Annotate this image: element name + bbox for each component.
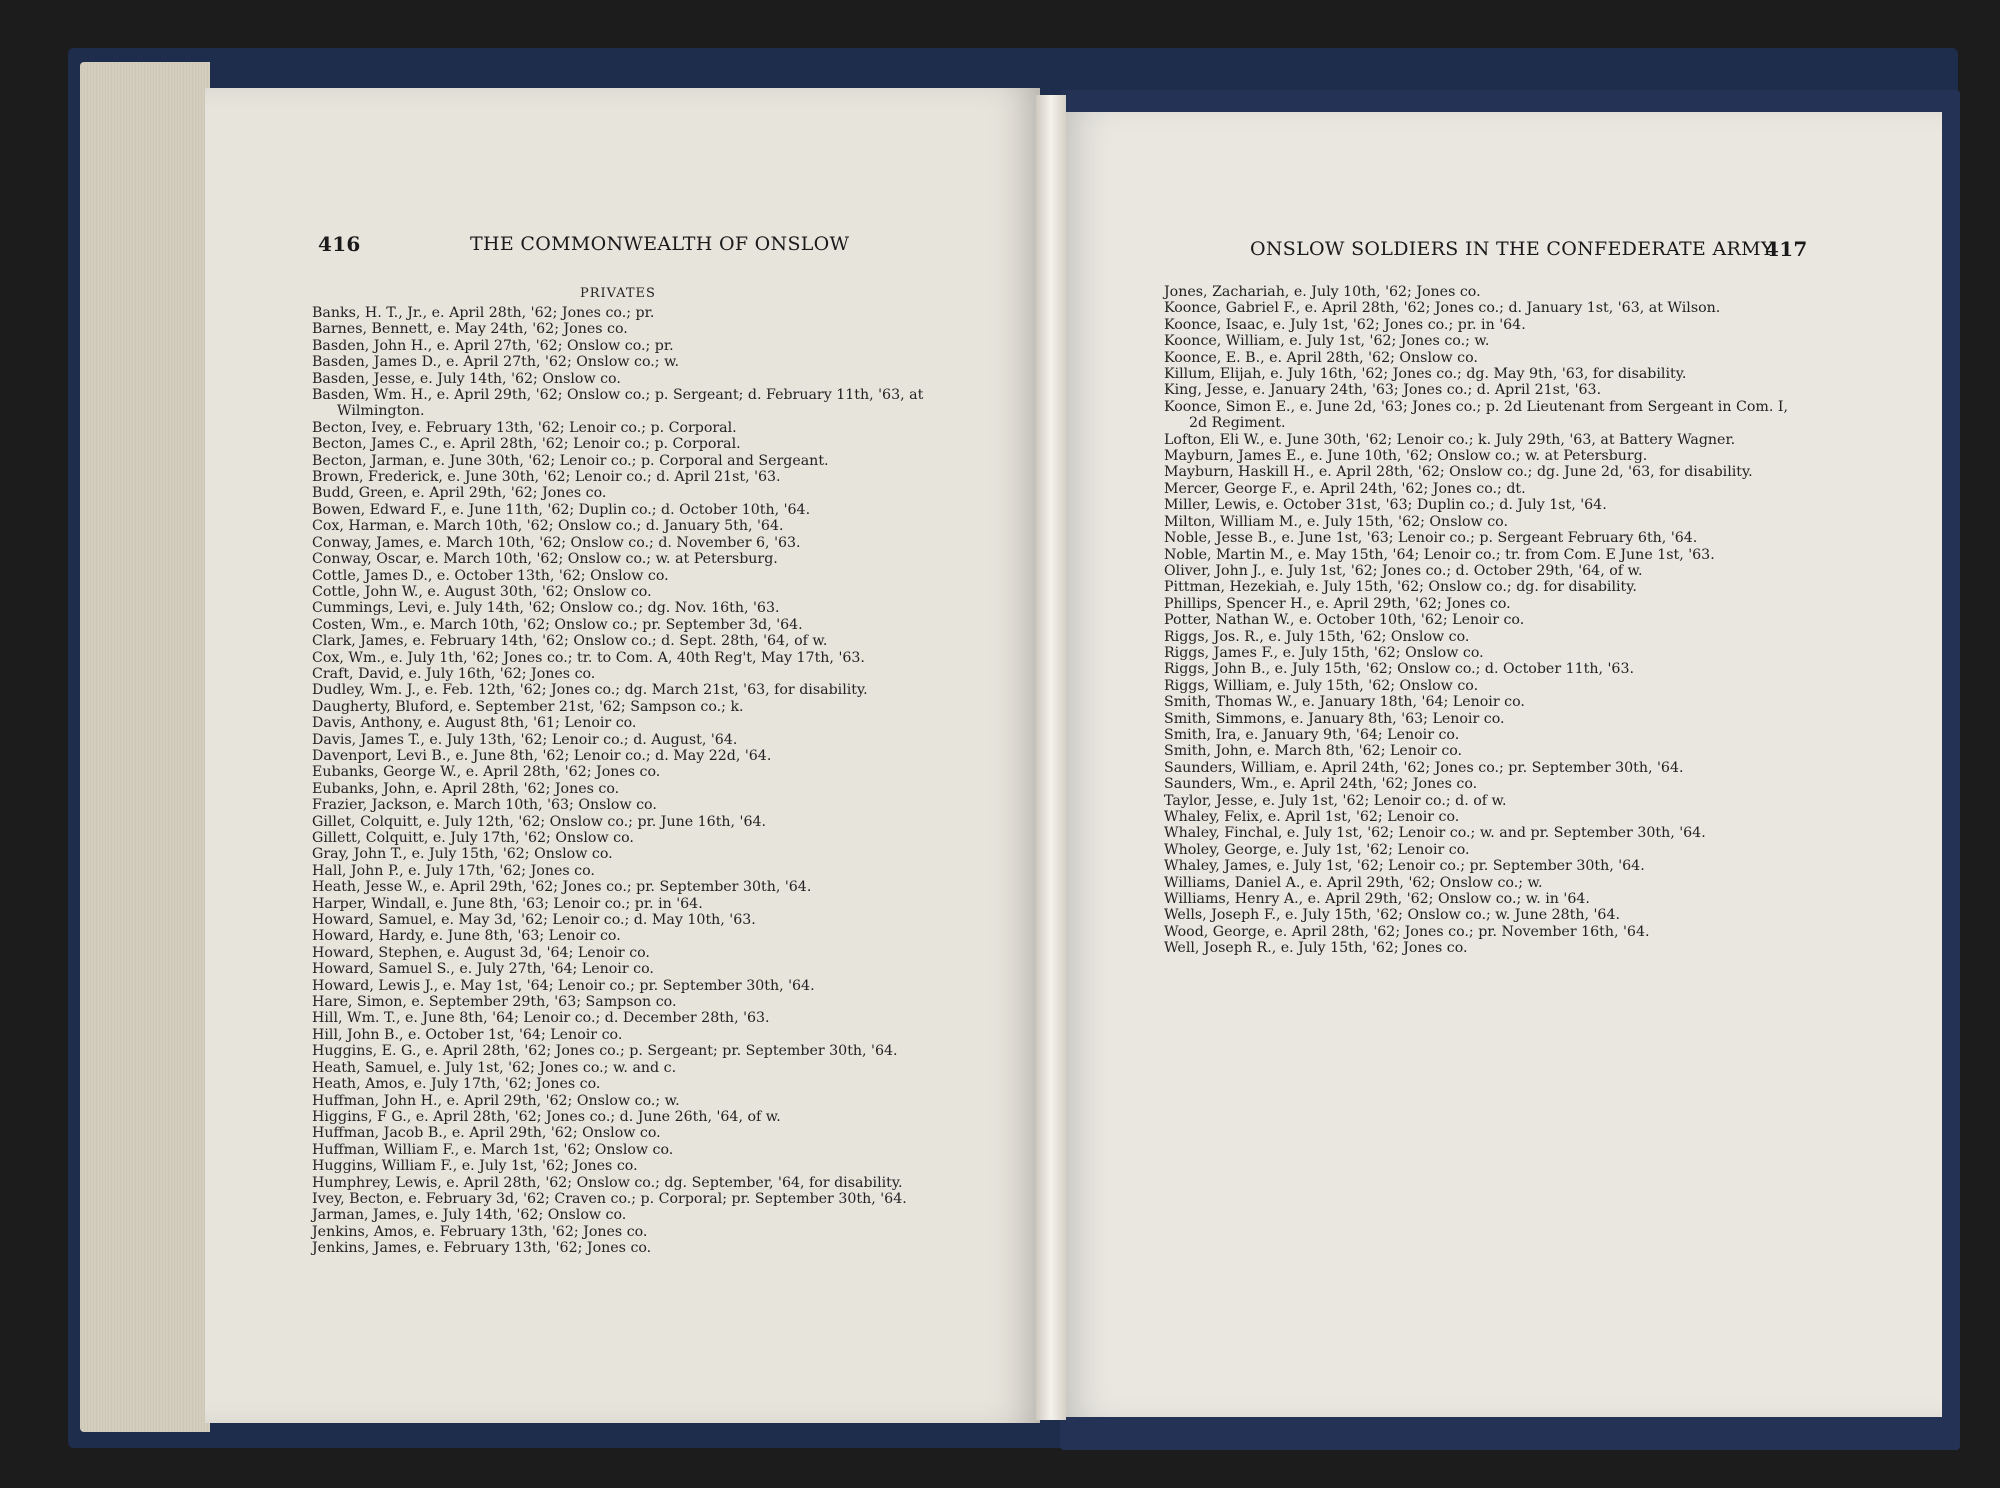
list-item: Wells, Joseph F., e. July 15th, '62; Onslow co.; w. June 28th, '64. — [1164, 907, 1620, 924]
book-gutter — [1036, 95, 1066, 1420]
list-item: Becton, James C., e. April 28th, '62; Lenoir co.; p. Corporal. — [312, 436, 741, 453]
list-item: Smith, Simmons, e. January 8th, '63; Lenoir co. — [1164, 710, 1505, 727]
list-item: Davis, Anthony, e. August 8th, '61; Lenoir co. — [312, 715, 637, 732]
list-item: Phillips, Spencer H., e. April 29th, '62; Jones co. — [1164, 595, 1511, 612]
list-item: Heath, Samuel, e. July 1st, '62; Jones co.; w. and c. — [312, 1059, 677, 1076]
list-item: Milton, William M., e. July 15th, '62; Onslow co. — [1164, 513, 1508, 530]
list-item: Craft, David, e. July 16th, '62; Jones co. — [312, 665, 596, 682]
list-item: Cummings, Levi, e. July 14th, '62; Onslow co.; dg. Nov. 16th, '63. — [312, 600, 780, 617]
list-item: Huggins, William F., e. July 1st, '62; Jones co. — [312, 1158, 638, 1175]
list-item: Riggs, William, e. July 15th, '62; Onslow co. — [1164, 677, 1479, 694]
list-item: Potter, Nathan W., e. October 10th, '62; Lenoir co. — [1164, 612, 1525, 629]
list-item: Higgins, F G., e. April 28th, '62; Jones co.; d. June 26th, '64, of w. — [312, 1108, 781, 1125]
list-item: Whaley, Finchal, e. July 1st, '62; Lenoir co.; w. and pr. September 30th, '64. — [1164, 825, 1706, 842]
list-item: Ivey, Becton, e. February 3d, '62; Craven co.; p. Corporal; pr. September 30th, '64. — [312, 1190, 907, 1207]
list-item: Bowen, Edward F., e. June 11th, '62; Duplin co.; d. October 10th, '64. — [312, 501, 811, 518]
list-item: Heath, Amos, e. July 17th, '62; Jones co. — [312, 1076, 601, 1093]
list-item: Riggs, James F., e. July 15th, '62; Onslow co. — [1164, 644, 1484, 661]
list-item: Jones, Zachariah, e. July 10th, '62; Jones co. — [1164, 284, 1481, 300]
section-title-privates: PRIVATES — [580, 286, 656, 301]
list-item: Riggs, John B., e. July 15th, '62; Onslow co.; d. October 11th, '63. — [1164, 661, 1634, 678]
list-item: Budd, Green, e. April 29th, '62; Jones co. — [312, 485, 607, 502]
list-item: Howard, Hardy, e. June 8th, '63; Lenoir co. — [312, 928, 621, 945]
list-item: Heath, Jesse W., e. April 29th, '62; Jones co.; pr. September 30th, '64. — [312, 879, 812, 896]
list-item: Gillett, Colquitt, e. July 17th, '62; Onslow co. — [312, 830, 634, 846]
list-item: Mayburn, Haskill H., e. April 28th, '62; Onslow co.; dg. June 2d, '63, for disability. — [1164, 464, 1753, 481]
list-item: Cottle, John W., e. August 30th, '62; Onslow co. — [312, 583, 652, 600]
list-item: Well, Joseph R., e. July 15th, '62; Jones co. — [1164, 940, 1468, 957]
list-item: Cox, Wm., e. July 1th, '62; Jones co.; tr. to Com. A, 40th Reg't, May 17th, '63. — [312, 649, 865, 666]
list-item: Howard, Samuel, e. May 3d, '62; Lenoir co.; d. May 10th, '63. — [312, 912, 756, 929]
list-item: Hill, John B., e. October 1st, '64; Lenoir co. — [312, 1026, 623, 1043]
list-item: Becton, Ivey, e. February 13th, '62; Lenoir co.; p. Corporal. — [312, 419, 737, 436]
list-item: Basden, Wm. H., e. April 29th, '62; Onslow co.; p. Sergeant; d. February 11th, '63, at Wilmington. — [312, 387, 924, 420]
left-entries-list — [312, 305, 952, 1257]
list-item: Davis, James T., e. July 13th, '62; Lenoir co.; d. August, '64. — [312, 731, 738, 748]
page-edges — [80, 62, 210, 1432]
list-item: Hare, Simon, e. September 29th, '63; Sampson co. — [312, 994, 677, 1011]
list-item: King, Jesse, e. January 24th, '63; Jones co.; d. April 21st, '63. — [1164, 382, 1602, 399]
list-item: Taylor, Jesse, e. July 1st, '62; Lenoir co.; d. of w. — [1164, 792, 1507, 809]
list-item: Smith, Thomas W., e. January 18th, '64; Lenoir co. — [1164, 694, 1525, 711]
list-item: Hill, Wm. T., e. June 8th, '64; Lenoir co.; d. December 28th, '63. — [312, 1010, 770, 1027]
list-item: Saunders, William, e. April 24th, '62; Jones co.; pr. September 30th, '64. — [1164, 759, 1684, 776]
list-item: Hall, John P., e. July 17th, '62; Jones co. — [312, 862, 595, 879]
list-item: Basden, James D., e. April 27th, '62; Onslow co.; w. — [312, 354, 680, 371]
list-item: Banks, H. T., Jr., e. April 28th, '62; Jones co.; pr. — [312, 305, 655, 321]
list-item: Koonce, Simon E., e. June 2d, '63; Jones co.; p. 2d Lieutenant from Sergeant in Com. I, 2d Regiment. — [1164, 398, 1788, 432]
list-item: Dudley, Wm. J., e. Feb. 12th, '62; Jones co.; dg. March 21st, '63, for disability. — [312, 682, 868, 699]
list-item: Smith, John, e. March 8th, '62; Lenoir co. — [1164, 743, 1463, 760]
list-item: Daugherty, Bluford, e. September 21st, '62; Sampson co.; k. — [312, 698, 744, 715]
list-item: Cox, Harman, e. March 10th, '62; Onslow co.; d. January 5th, '64. — [312, 518, 784, 535]
list-item: Huffman, Jacob B., e. April 29th, '62; Onslow co. — [312, 1125, 661, 1142]
list-item: Conway, James, e. March 10th, '62; Onslow co.; d. November 6, '63. — [312, 534, 801, 551]
list-item: Wholey, George, e. July 1st, '62; Lenoir co. — [1164, 841, 1470, 858]
list-item: Riggs, Jos. R., e. July 15th, '62; Onslow co. — [1164, 628, 1470, 645]
list-item: Miller, Lewis, e. October 31st, '63; Duplin co.; d. July 1st, '64. — [1164, 497, 1607, 514]
list-item: Harper, Windall, e. June 8th, '63; Lenoir co.; pr. in '64. — [312, 895, 703, 912]
list-item: Gray, John T., e. July 15th, '62; Onslow co. — [312, 846, 613, 863]
list-item: Koonce, Isaac, e. July 1st, '62; Jones co.; pr. in '64. — [1164, 316, 1526, 333]
list-item: Whaley, James, e. July 1st, '62; Lenoir co.; pr. September 30th, '64. — [1164, 858, 1645, 875]
list-item: Huggins, E. G., e. April 28th, '62; Jones co.; p. Sergeant; pr. September 30th, '64. — [312, 1043, 898, 1060]
list-item: Mercer, George F., e. April 24th, '62; Jones co.; dt. — [1164, 480, 1526, 497]
list-item: Cottle, James D., e. October 13th, '62; Onslow co. — [312, 567, 669, 584]
list-item: Gillet, Colquitt, e. July 12th, '62; Onslow co.; pr. June 16th, '64. — [312, 813, 767, 830]
right-running-head: ONSLOW SOLDIERS IN THE CONFEDERATE ARMY — [1250, 238, 1774, 260]
list-item: Basden, John H., e. April 27th, '62; Onslow co.; pr. — [312, 337, 674, 354]
list-item: Killum, Elijah, e. July 16th, '62; Jones co.; dg. May 9th, '63, for disability. — [1164, 366, 1687, 383]
list-item: Noble, Jesse B., e. June 1st, '63; Lenoir co.; p. Sergeant February 6th, '64. — [1164, 530, 1698, 547]
list-item: Howard, Samuel S., e. July 27th, '64; Lenoir co. — [312, 961, 654, 978]
list-item: Howard, Lewis J., e. May 1st, '64; Lenoir co.; pr. September 30th, '64. — [312, 977, 815, 994]
list-item: Basden, Jesse, e. July 14th, '62; Onslow co. — [312, 370, 621, 387]
list-item: Eubanks, John, e. April 28th, '62; Jones co. — [312, 780, 620, 797]
list-item: Smith, Ira, e. January 9th, '64; Lenoir co. — [1164, 726, 1460, 743]
list-item: Williams, Henry A., e. April 29th, '62; Onslow co.; w. in '64. — [1164, 891, 1590, 908]
list-item: Whaley, Felix, e. April 1st, '62; Lenoir co. — [1164, 809, 1460, 825]
list-item: Oliver, John J., e. July 1st, '62; Jones co.; d. October 29th, '64, of w. — [1164, 562, 1643, 579]
left-page-number: 416 — [318, 232, 361, 256]
list-item: Mayburn, James E., e. June 10th, '62; Onslow co.; w. at Petersburg. — [1164, 448, 1648, 465]
left-running-head: THE COMMONWEALTH OF ONSLOW — [470, 233, 850, 255]
list-item: Jenkins, Amos, e. February 13th, '62; Jones co. — [312, 1223, 648, 1240]
list-item: Humphrey, Lewis, e. April 28th, '62; Onslow co.; dg. September, '64, for disability. — [312, 1174, 903, 1191]
list-item: Howard, Stephen, e. August 3d, '64; Lenoir co. — [312, 944, 650, 961]
list-item: Costen, Wm., e. March 10th, '62; Onslow co.; pr. September 3d, '64. — [312, 616, 803, 633]
list-item: Lofton, Eli W., e. June 30th, '62; Lenoir co.; k. July 29th, '63, at Battery Wagner. — [1164, 431, 1736, 448]
right-page-number: 417 — [1765, 237, 1808, 261]
list-item: Koonce, E. B., e. April 28th, '62; Onslow co. — [1164, 349, 1478, 366]
list-item: Huffman, John H., e. April 29th, '62; Onslow co.; w. — [312, 1092, 680, 1109]
list-item: Huffman, William F., e. March 1st, '62; Onslow co. — [312, 1141, 674, 1158]
list-item: Jenkins, James, e. February 13th, '62; Jones co. — [312, 1240, 652, 1257]
list-item: Davenport, Levi B., e. June 8th, '62; Lenoir co.; d. May 22d, '64. — [312, 747, 772, 764]
list-item: Koonce, William, e. July 1st, '62; Jones co.; w. — [1164, 333, 1490, 350]
list-item: Frazier, Jackson, e. March 10th, '63; Onslow co. — [312, 797, 657, 814]
list-item: Becton, Jarman, e. June 30th, '62; Lenoir co.; p. Corporal and Sergeant. — [312, 452, 829, 469]
list-item: Eubanks, George W., e. April 28th, '62; Jones co. — [312, 764, 661, 781]
list-item: Saunders, Wm., e. April 24th, '62; Jones co. — [1164, 776, 1478, 793]
list-item: Brown, Frederick, e. June 30th, '62; Lenoir co.; d. April 21st, '63. — [312, 469, 781, 486]
list-item: Noble, Martin M., e. May 15th, '64; Lenoir co.; tr. from Com. E June 1st, '63. — [1164, 546, 1715, 563]
list-item: Clark, James, e. February 14th, '62; Onslow co.; d. Sept. 28th, '64, of w. — [312, 633, 828, 650]
list-item: Conway, Oscar, e. March 10th, '62; Onslow co.; w. at Petersburg. — [312, 551, 778, 568]
list-item: Barnes, Bennett, e. May 24th, '62; Jones co. — [312, 321, 628, 338]
list-item: Jarman, James, e. July 14th, '62; Onslow co. — [312, 1207, 627, 1224]
right-entries-list — [1164, 284, 1804, 957]
list-item: Williams, Daniel A., e. April 29th, '62; Onslow co.; w. — [1164, 874, 1543, 891]
list-item: Wood, George, e. April 28th, '62; Jones co.; pr. November 16th, '64. — [1164, 923, 1650, 940]
list-item: Pittman, Hezekiah, e. July 15th, '62; Onslow co.; dg. for disability. — [1164, 579, 1637, 596]
list-item: Koonce, Gabriel F., e. April 28th, '62; Jones co.; d. January 1st, '63, at Wilson. — [1164, 300, 1721, 317]
